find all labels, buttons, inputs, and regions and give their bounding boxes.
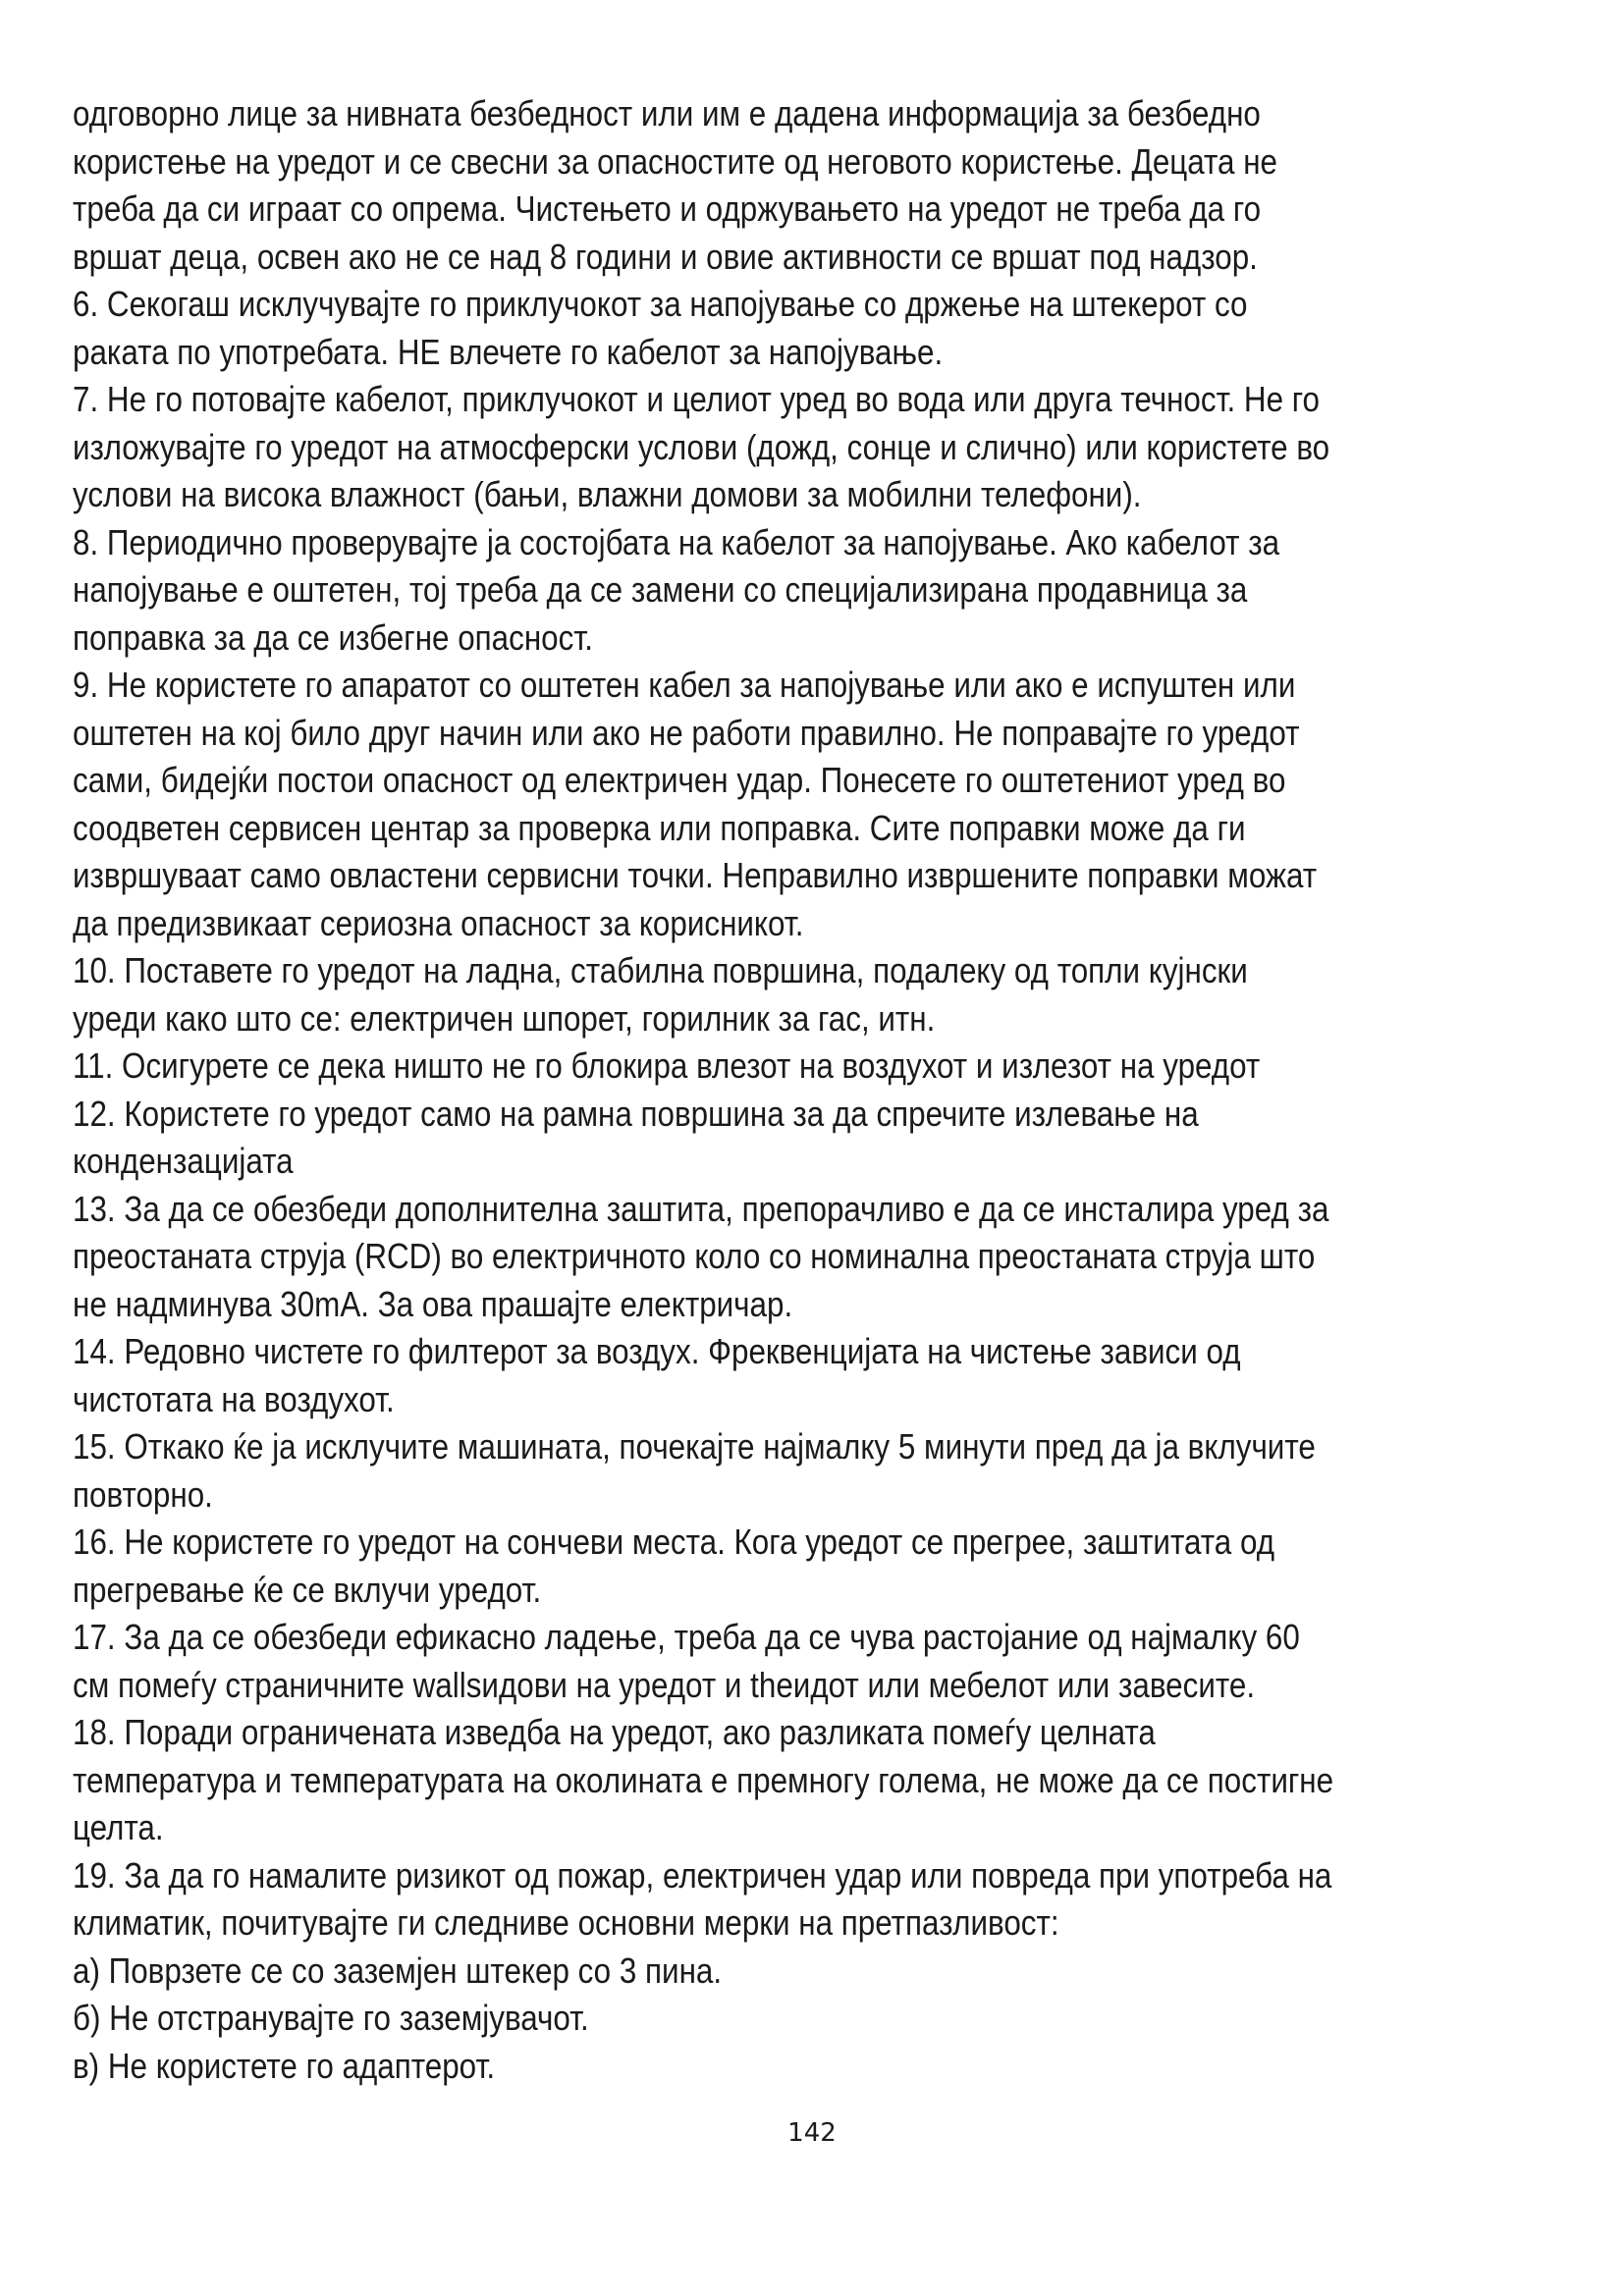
text-line: оштетен на кој било друг начин или ако не работи правилно. Не поправајте го уредот — [73, 712, 1300, 753]
text-line: изложувајте го уредот на атмосферски услови (дожд, сонце и слично) или користете во — [73, 426, 1330, 467]
text-line: а) Поврзете се со заземјен штекер со 3 пина. — [73, 1949, 723, 1991]
text-line: 15. Откако ќе ја исклучите машината, почекајте најмалку 5 минути пред да ја вклучите — [73, 1426, 1316, 1467]
text-line: см помеѓу страничните wallsидови на уредот и theидот или мебелот или завесите. — [73, 1664, 1256, 1705]
text-line: 12. Користете го уредот само на рамна површина за да спречите излевање на — [73, 1093, 1199, 1134]
text-line: поправка за да се избегне опасност. — [73, 616, 593, 658]
text-line: вршат деца, освен ако не се над 8 години и овие активности се вршат под надзор. — [73, 236, 1258, 277]
text-line: 7. Не го потовајте кабелот, приклучокот и целиот уред во вода или друга течност. Не го — [73, 379, 1321, 419]
text-line: б) Не отстранувајте го заземјувачот. — [73, 1998, 589, 2038]
text-line: 6. Секогаш исклучувајте го приклучокот за напојување со држење на штекерот со — [73, 284, 1248, 324]
page-number: 142 — [787, 2118, 837, 2148]
text-line: 18. Поради ограничената изведба на уредот, ако разликата помеѓу целната — [73, 1712, 1156, 1752]
text-line: 14. Редовно чистете го филтерот за воздух. Фреквенцијата на чистење зависи од — [73, 1331, 1241, 1371]
text-line: преостаната струја (RCD) во електричното коло со номинална преостаната струја што — [73, 1236, 1316, 1276]
text-line: в) Не користете го адаптерот. — [73, 2045, 496, 2086]
text-line: уреди како што се: електричен шпорет, горилник за гас, итн. — [73, 997, 936, 1039]
text-line: 17. За да се обезбеди ефикасно ладење, треба да се чува растојание од најмалку 60 — [73, 1617, 1300, 1657]
text-line: повторно. — [73, 1473, 213, 1515]
text-line: 13. За да се обезбеди дополнителна заштита, препорачливо е да се инсталира уред за — [73, 1188, 1329, 1229]
text-line: извршуваат само овластени сервисни точки. Неправилно извршените поправки можат — [73, 855, 1318, 895]
text-line: 8. Периодично проверувајте ја состојбата на кабелот за напојување. Ако кабелот за — [73, 521, 1280, 562]
text-line: кондензацијата — [73, 1141, 294, 1181]
text-line: раката по употребата. НЕ влечете го кабелот за напојување. — [73, 331, 944, 372]
text-line: користење на уредот и се свесни за опасностите од неговото користење. Децата не — [73, 140, 1278, 182]
text-line: температура и температурата на околината е премногу голема, не може да се постигне — [73, 1759, 1334, 1800]
text-line: услови на висока влажност (бањи, влажни домови за мобилни телефони). — [73, 474, 1142, 514]
text-line: 11. Осигурете се дека ништо не го блокира влезот на воздухот и излезот на уредот — [73, 1045, 1261, 1086]
text-line: сами, бидејќи постои опасност од електричен удар. Понесете го оштетениот уред во — [73, 760, 1286, 800]
text-line: одговорно лице за нивната безбедност или им е дадена информација за безбедно — [73, 93, 1261, 133]
text-line: треба да си играат со опрема. Чистењето и одржувањето на уредот не треба да го — [73, 188, 1262, 229]
text-line: соодветен сервисен центар за проверка или поправка. Сите поправки може да ги — [73, 807, 1246, 848]
text-line: 10. Поставете го уредот на ладна, стабилна површина, подалеку од топли кујнски — [73, 950, 1248, 990]
text-line: 16. Не користете го уредот на сончеви места. Кога уредот се прегрее, заштитата од — [73, 1522, 1275, 1562]
text-line: чистотата на воздухот. — [73, 1378, 395, 1419]
text-line: 9. Не користете го апаратот со оштетен кабел за напојување или ако е испуштен или — [73, 665, 1296, 705]
text-line: не надминува 30mA. За ова прашајте електричар. — [73, 1283, 793, 1324]
text-line: напојување е оштетен, тој треба да се замени со специјализирана продавница за — [73, 569, 1248, 610]
text-line: климатик, почитувајте ги следниве основни мерки на претпазливост: — [73, 1902, 1059, 1943]
body-text — [73, 90, 1356, 2090]
text-line: целта. — [73, 1807, 164, 1847]
text-line: прегревање ќе се вклучи уредот. — [73, 1569, 542, 1610]
text-line: да предизвикаат сериозна опасност за корисникот. — [73, 902, 804, 943]
text-line: 19. За да го намалите ризикот од пожар, електричен удар или повреда при употреба на — [73, 1854, 1332, 1896]
